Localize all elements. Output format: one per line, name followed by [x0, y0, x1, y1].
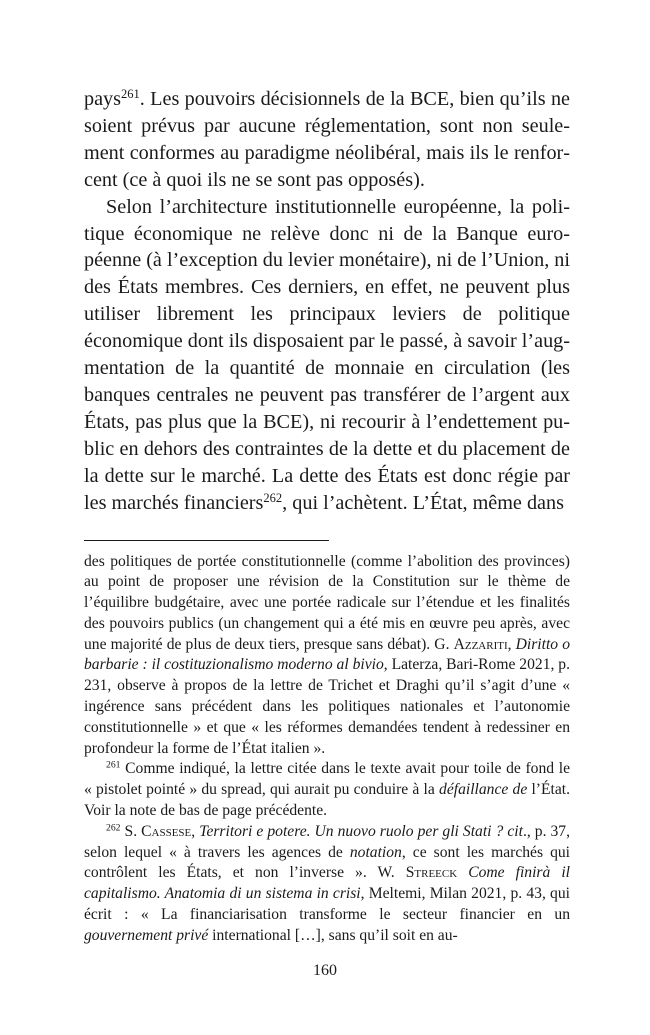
- author-name: Cassese: [141, 822, 192, 840]
- text-run: , Laterza, Bari-Rome 2021, p. 231, observe à propos de la lettre de Trichet et Draghi qu’il s’agit d’une « ingérence sans précédent dans les politiques nationales et l’autonomie constitutionnelle » et que « les réformes demandées tendent à redessiner en profondeur la forme de l’État italien ».: [84, 656, 570, 757]
- body-paragraph-1: [84, 86, 570, 194]
- page-content: [84, 86, 570, 947]
- text-run: , qui l’achètent. L’État, même dans: [282, 491, 564, 514]
- book-title: Diritto o barbarie : il costituzionalismo moderno al bivio: [84, 635, 571, 674]
- text-run: , Meltemi, Milan 2021, p. 43, qui écrit : « La financiarisation transforme le secteur financier en un: [84, 885, 570, 924]
- text-run: ., p. 37, selon lequel « à travers les agences de: [84, 822, 571, 861]
- emphasis: gouvernement privé: [84, 926, 209, 944]
- text-run: pays: [84, 88, 122, 110]
- text-run: ,: [191, 822, 200, 840]
- text-run: Selon l’architecture institutionnelle européenne, la politique économique ne relève donc ni de la Banque européenne (à l’exception du levier monétaire), ni de l’Union, ni des États membres. Ces derniers, en effet, ne peuvent plus utiliser librement les principaux leviers de politique économique dont ils disposaient par le passé, à savoir l’augmentation de la quantité de monnaie en circulation (les banques centrales ne peuvent pas transférer de l’argent aux États, pas plus que la BCE), ni recourir à l’endettement public en dehors des contraintes de la dette et du placement de la dette sur le marché. La dette des États est donc régie par les marchés financiers: [84, 195, 570, 514]
- emphasis: défaillance de: [439, 781, 528, 799]
- text-run: des politiques de portée constitutionnelle (comme l’abolition des provinces) au point de proposer une révision de la Constitution sur le thème de l’équilibre budgétaire, avec une portée radicale sur l’étendue et les finalités des pouvoirs publics (un changement qui a été mis en œuvre peu après, avec une majorité de plus de deux tiers, presque sans débat). G.: [84, 552, 570, 653]
- text-run: . Les pouvoirs décisionnels de la BCE, bien qu’ils ne soient prévus par aucune réglementation, sont non seulement conformes au paradigme néolibéral, mais ils le renforcent (ce à quoi ils ne se sont pas opposés).: [84, 88, 570, 191]
- text-run: [457, 864, 468, 881]
- footnote-ref-261: 261: [121, 87, 140, 102]
- footnote-261: [84, 759, 570, 821]
- text-run: international […], sans qu’il soit en au-: [208, 926, 458, 944]
- text-run: , ce sont les marchés qui contrôlent les États, et non l’inverse ». W.: [84, 843, 570, 882]
- text-run: l’État. Voir la note de bas de page précédente.: [84, 781, 571, 820]
- footnote-number: 261: [106, 760, 121, 772]
- book-title: Territori e potere. Un nuovo ruolo per gli Stati ? cit: [199, 822, 523, 840]
- body-paragraph-2: [84, 194, 570, 517]
- footnote-262: [84, 822, 570, 947]
- footnote-continuation: [84, 552, 570, 760]
- author-name: Streeck: [405, 864, 458, 882]
- footnote-separator: [84, 540, 329, 541]
- text-run: Comme indiqué, la lettre citée dans le texte avait pour toile de fond le « pistolet pointé » du spread, qui aurait pu conduire à la: [84, 760, 570, 799]
- text-run: S.: [120, 822, 142, 840]
- emphasis: notation: [349, 843, 402, 861]
- footnote-ref-262: 262: [263, 490, 283, 505]
- book-title: Come finirà il capitalismo. Anatomia di un sistema in crisi: [84, 864, 570, 903]
- main-text: [84, 86, 570, 517]
- footnote-number: 262: [106, 822, 121, 834]
- footnotes: [84, 552, 570, 947]
- page-number: 160: [313, 962, 337, 979]
- text-run: ,: [507, 635, 516, 653]
- author-name: Azzariti: [453, 635, 508, 653]
